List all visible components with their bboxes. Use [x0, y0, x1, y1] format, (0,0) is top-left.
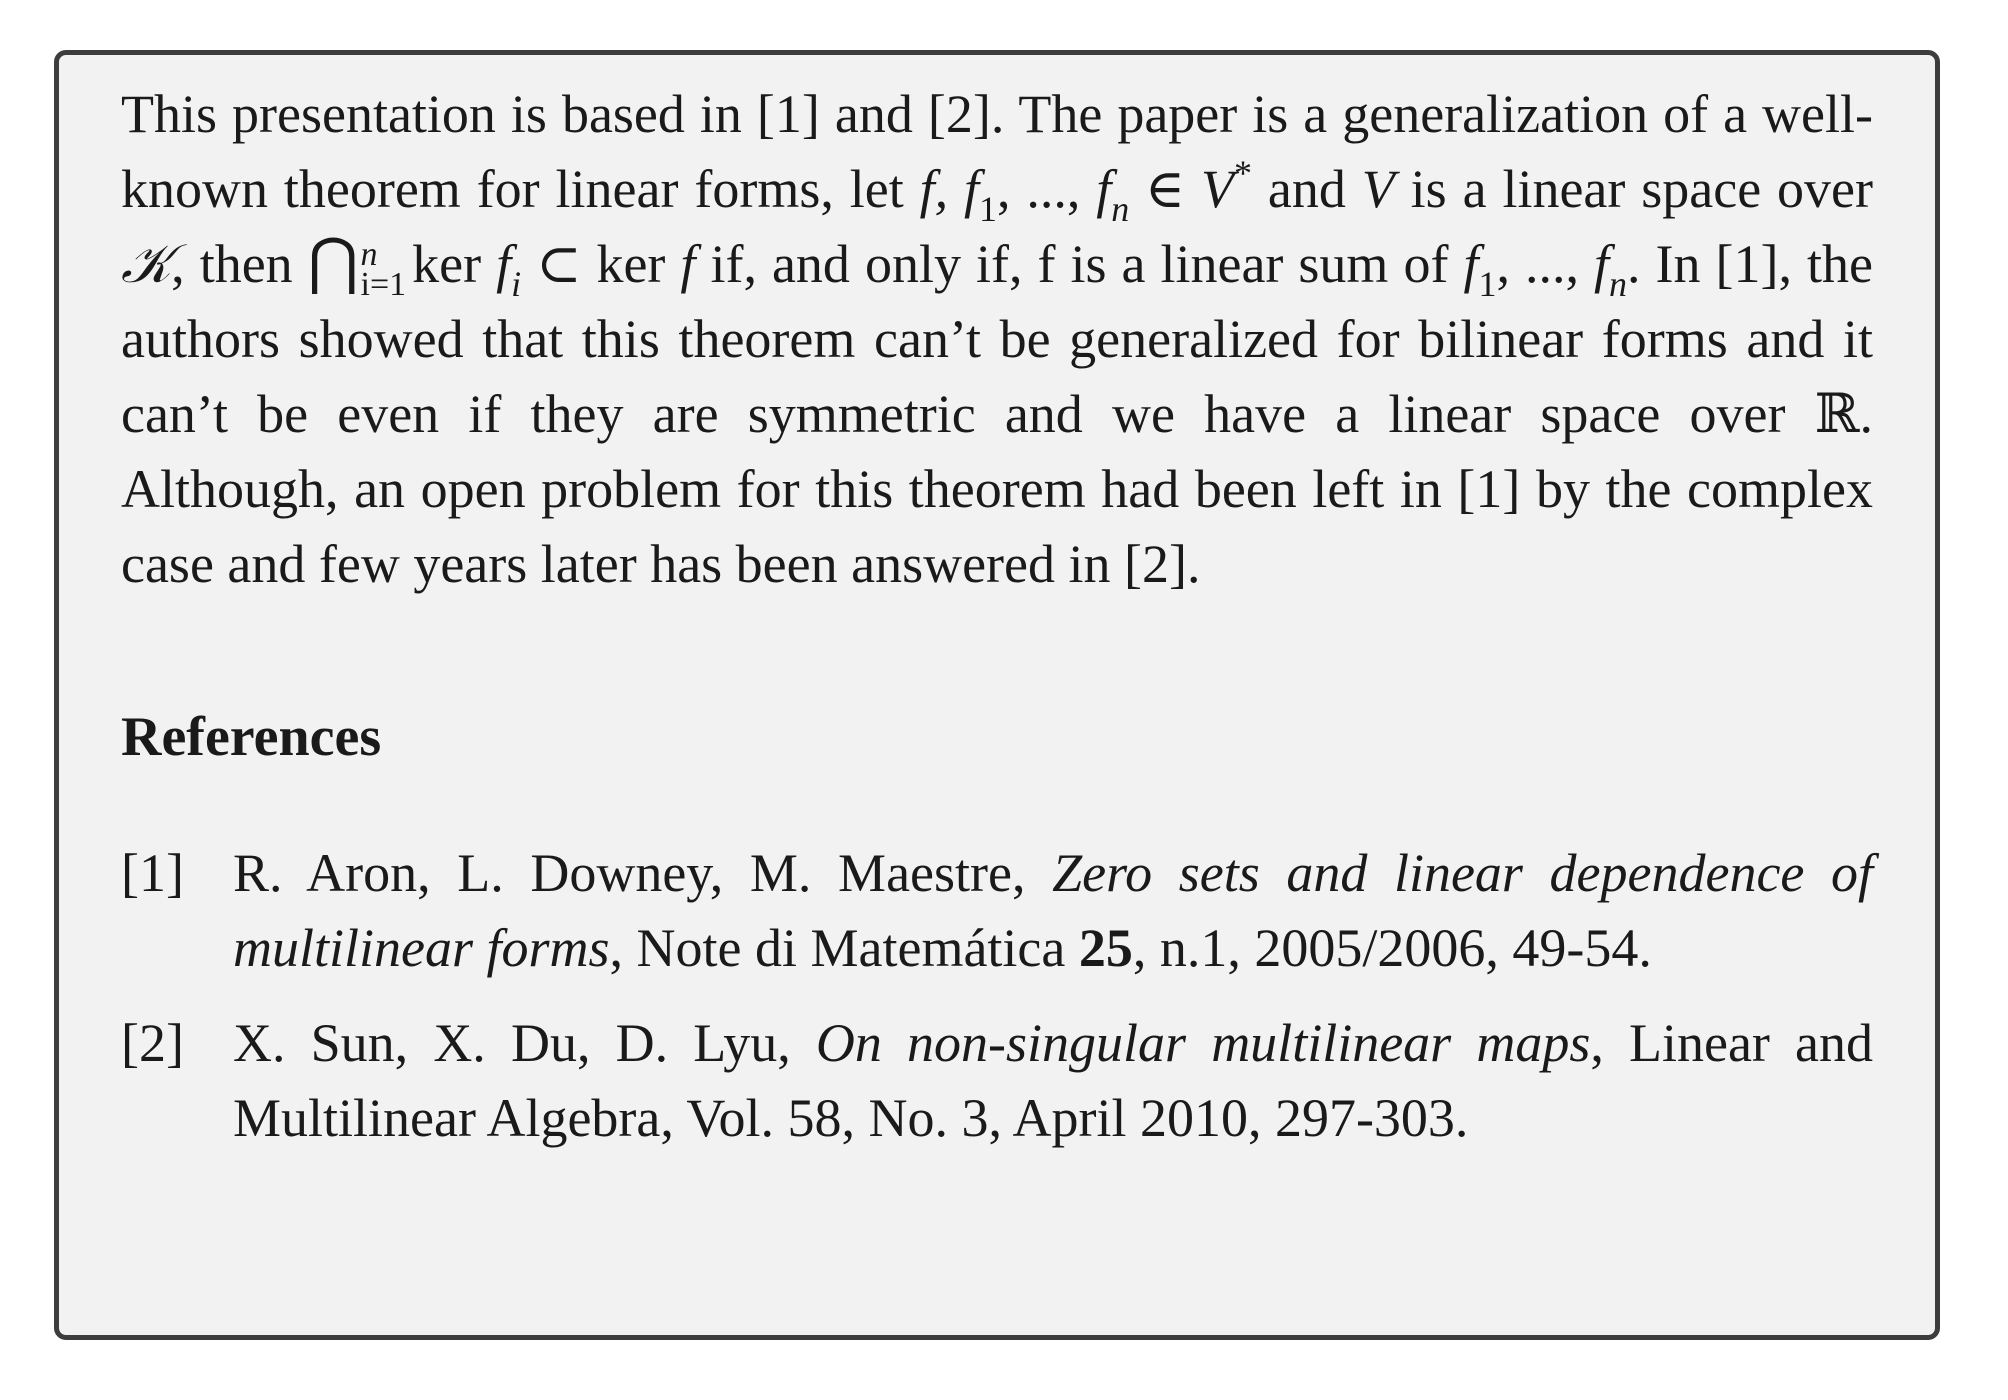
reference-number: [1] — [121, 843, 184, 903]
reference-journal: , Linear and Multilinear Algebra, Vol. 58, No. 3, April 2010, 297-303. — [233, 1013, 1874, 1148]
math-subset-ker: ⊂ ker — [521, 234, 681, 294]
abstract-paragraph: This presentation is based in [1] and [2]. The paper is a generalization of a well-known theorem for linear forms, let f, $f_1$, ..., $f_n$ ∈ V* and V is a linear space over 𝒦, then ⋂n i=1 ker $f_i$ ⊂ ker f if, and only if, f is a linear sum of $f_1$, ..., $f_n$. In [1], the authors showed that this theorem can’t be generalized for bilinear forms and it can’t be even if they are symmetric and we have a linear space over ℝ. Although, an open problem for this theorem had been left in [1] by the complex case and few years later has been answered in [2]. — [121, 84, 1874, 594]
math-field-K: 𝒦 — [121, 234, 172, 294]
abstract-text-then: , then — [171, 234, 308, 294]
reference-list — [121, 836, 1873, 1156]
math-f-f1: f, f — [919, 159, 979, 219]
math-intersection-limits — [360, 235, 407, 303]
math-limit-upper: n — [360, 235, 378, 273]
math-element-of: ∈ — [1129, 159, 1202, 219]
reference-authors: R. Aron, L. Downey, M. Maestre, — [233, 843, 1053, 903]
math-ker: ker — [412, 234, 497, 294]
abstract-text-intro: This presentation is based in [1] and [2]. The paper is a generalization of a well-known theorem for linear forms, let — [121, 84, 1873, 219]
reference-volume: 25 — [1078, 918, 1133, 978]
reference-title: On non-singular multilinear maps — [815, 1013, 1591, 1073]
math-ellipsis: , ..., — [997, 159, 1097, 219]
references-heading: References — [121, 706, 382, 768]
math-subscript-n: n — [1111, 189, 1130, 229]
reference-item-1 — [121, 836, 1873, 986]
reference-authors: X. Sun, X. Du, D. Lyu, — [233, 1013, 816, 1073]
reference-number: [2] — [121, 1013, 184, 1073]
math-subscript-1: 1 — [979, 189, 997, 229]
abstract-text-conclusion: . In [1], the authors showed that this theorem can’t be generalized for bilinear forms and it can’t be even if they are symmetric and we have a linear space over ℝ. Although, an open problem for this theorem had been left in [1] by the complex case and few years later has been answered in [2]. — [121, 234, 1873, 594]
math-f1-b: f — [1463, 234, 1479, 294]
abstract-text-and: and — [1252, 159, 1362, 219]
math-subscript-n-b: n — [1609, 264, 1628, 304]
math-f-n: f — [1096, 159, 1112, 219]
math-f: f — [680, 234, 696, 294]
reference-journal: , Note di Matemática — [609, 918, 1079, 978]
math-dual-star: * — [1234, 153, 1253, 193]
math-V: V — [1361, 159, 1395, 219]
reference-title: Zero sets and linear dependence of multilinear forms — [233, 843, 1874, 978]
math-fn-b: f — [1594, 234, 1610, 294]
reference-details: , n.1, 2005/2006, 49-54. — [1132, 918, 1652, 978]
abstract-text-iff: if, and only if, f is a linear sum of — [695, 234, 1464, 294]
reference-body — [233, 836, 1873, 986]
document-panel — [54, 50, 1940, 1340]
math-V-dual: V — [1201, 159, 1235, 219]
math-ellipsis-b: , ..., — [1496, 234, 1595, 294]
reference-body — [233, 1006, 1873, 1156]
math-subscript-1-b: 1 — [1478, 264, 1497, 304]
abstract-text-linear-space: is a linear space over — [1394, 159, 1874, 219]
math-subscript-i: i — [511, 264, 522, 304]
math-limit-lower: i=1 — [360, 265, 407, 303]
math-f-i: f — [496, 234, 512, 294]
reference-item-2 — [121, 1006, 1873, 1156]
